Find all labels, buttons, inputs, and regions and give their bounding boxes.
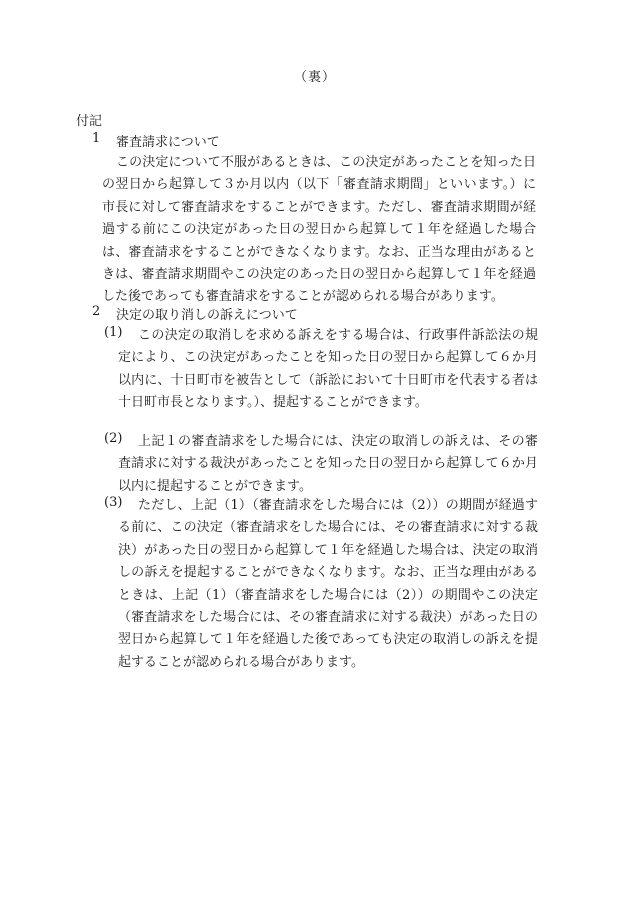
item-number: (3) bbox=[104, 495, 123, 510]
item-number: (1) bbox=[104, 325, 123, 340]
section-title: 審査請求について bbox=[116, 135, 220, 150]
note-title: 付記 bbox=[76, 114, 103, 129]
section-number: 2 bbox=[92, 304, 101, 319]
section-number: 1 bbox=[92, 131, 101, 146]
item-text: ただし、上記（1）（審査請求をした場合には（2））の期間が経過する前に、この決定（審査請求をした場合には、その審査請求に対する裁決）があった日の翌日から起算して１年を経過した場合は、決定の取消しの訴えを提起することができなくなります。なお、正当な理由があるときは、上記（1）（審査請求をした場合には（2））の期間やこの決定（審査請求をした場合には、その審査請求に対する裁決）があった日の翌日から起算して１年を経過した後であっても決定の取消しの訴えを提起することが認められる場合があります。 bbox=[118, 498, 538, 670]
item-number: (2) bbox=[104, 431, 123, 446]
section-body: この決定について不服があるときは、この決定があったことを知った日の翌日から起算して３か月以内（以下「審査請求期間」といいます。）に市長に対して審査請求をすることができます。ただし、審査請求期間が経過する前にこの決定があった日の翌日から起算して１年を経過した場合は、審査請求をすることができなくなります。なお、正当な理由があるときは、審査請求期間やこの決定のあった日の翌日から起算して１年を経過した後であっても審査請求をすることが認められる場合があります。 bbox=[102, 155, 536, 305]
page-side-label: （裏） bbox=[293, 70, 336, 85]
section-title: 決定の取り消しの訴えについて bbox=[116, 308, 298, 323]
item-text: この決定の取消しを求める訴えをする場合は、行政事件訴訟法の規定により、この決定があったことを知った日の翌日から起算して６か月以内に、十日町市を被告として（訴訟において十日町市を代表する者は十日町市長となります。）、提起することができます。 bbox=[118, 328, 538, 411]
item-text: 上記１の審査請求をした場合には、決定の取消しの訴えは、その審査請求に対する裁決があったことを知った日の翌日から起算して６か月以内に提起することができます。 bbox=[118, 434, 538, 494]
